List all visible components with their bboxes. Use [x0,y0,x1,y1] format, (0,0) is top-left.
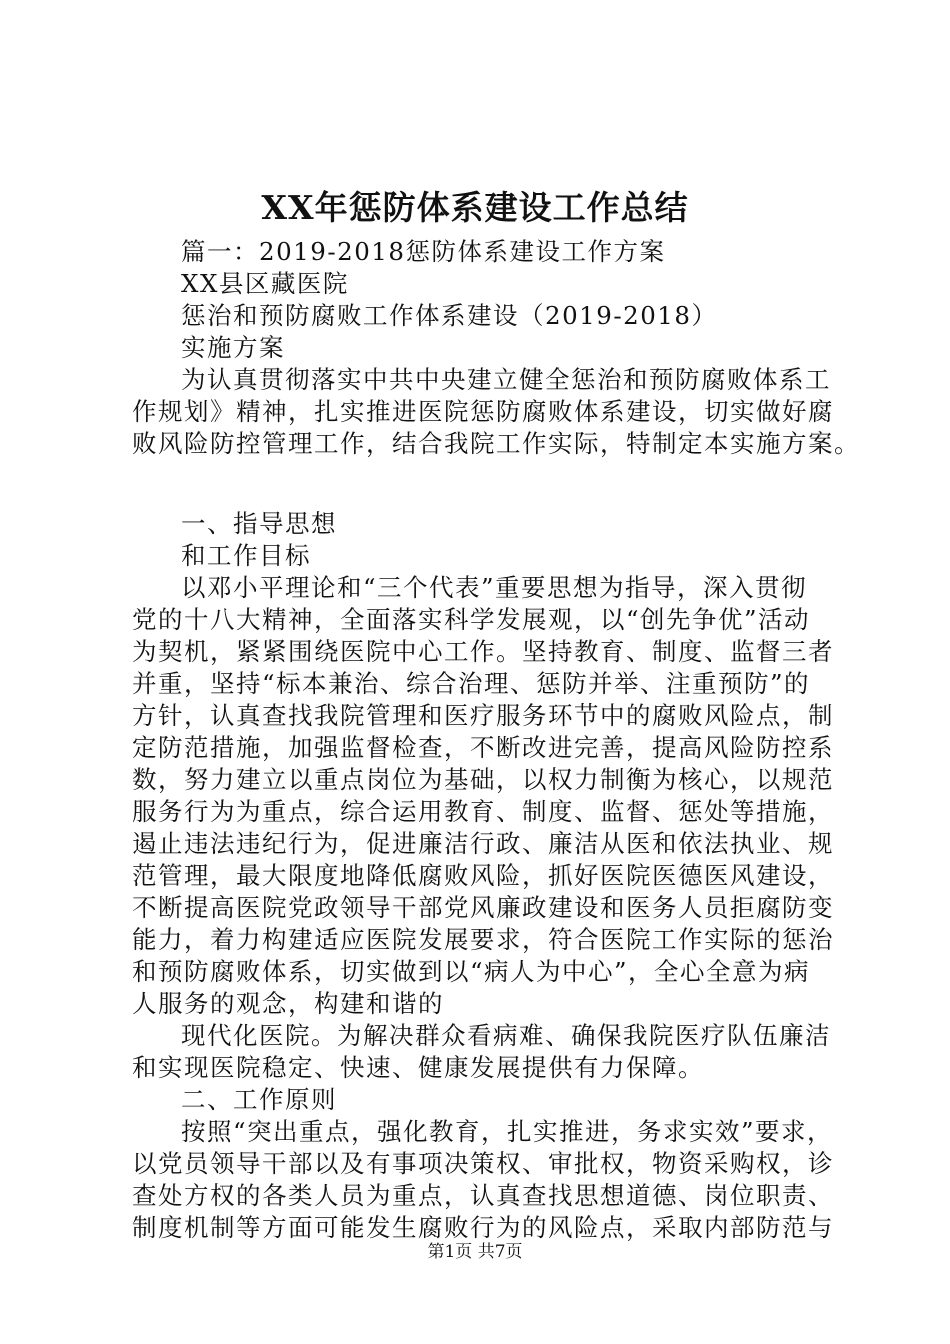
text-line: 败风险防控管理工作，结合我院工作实际，特制定本实施方案。 [132,429,860,458]
text-line: 和实现医院稳定、快速、健康发展提供有力保障。 [132,1053,704,1082]
text-line: XX县区藏医院 [181,269,349,298]
text-line: 查处方权的各类人员为重点，认真查找思想道德、岗位职责、 [132,1181,834,1210]
text-line: 范管理，最大限度地降低腐败风险，抓好医院医德医风建设， [132,861,834,890]
text-line: 惩治和预防腐败工作体系建设（2019-2018） [181,301,718,330]
page-number: 第1页 共7页 [427,1242,523,1262]
text-line: 不断提高医院党政领导干部党风廉政建设和医务人员拒腐防变 [132,893,834,922]
text-line: 服务行为为重点，综合运用教育、制度、监督、惩处等措施， [132,797,834,826]
text-line: 为认真贯彻落实中共中央建立健全惩治和预防腐败体系工 [181,365,831,394]
text-line: 方针，认真查找我院管理和医疗服务环节中的腐败风险点，制 [132,701,834,730]
text-line: 制度机制等方面可能发生腐败行为的风险点，采取内部防范与 [132,1213,834,1242]
text-line: 能力，着力构建适应医院发展要求，符合医院工作实际的惩治 [132,925,834,954]
text-line: 定防范措施，加强监督检查，不断改进完善，提高风险防控系 [132,733,834,762]
text-line: 现代化医院。为解决群众看病难、确保我院医疗队伍廉洁 [181,1021,831,1050]
text-line: 实施方案 [181,333,285,362]
section-heading: 和工作目标 [181,541,311,570]
text-line: 以邓小平理论和“三个代表”重要思想为指导，深入贯彻 [181,573,808,602]
section-heading: 二、工作原则 [181,1085,337,1114]
text-line: 并重，坚持“标本兼治、综合治理、惩防并举、注重预防”的 [132,669,811,698]
text-line: 和预防腐败体系，切实做到以“病人为中心”，全心全意为病 [132,957,811,986]
text-line: 为契机，紧紧围绕医院中心工作。坚持教育、制度、监督三者 [132,637,834,666]
text-line: 作规划》精神，扎实推进医院惩防腐败体系建设，切实做好腐 [132,397,834,426]
text-line: 篇一：2019-2018惩防体系建设工作方案 [181,237,666,266]
text-line: 以党员领导干部以及有事项决策权、审批权，物资采购权，诊 [132,1149,834,1178]
text-line: 人服务的观念，构建和谐的 [132,989,444,1018]
section-heading: 一、指导思想 [181,509,337,538]
document-title: XX年惩防体系建设工作总结 [261,188,689,227]
text-line: 按照“突出重点，强化教育，扎实推进，务求实效”要求， [181,1117,834,1146]
text-line: 遏止违法违纪行为，促进廉洁行政、廉洁从医和依法执业、规 [132,829,834,858]
text-line: 党的十八大精神，全面落实科学发展观，以“创先争优”活动 [132,605,811,634]
text-line: 数，努力建立以重点岗位为基础，以权力制衡为核心，以规范 [132,765,834,794]
document-body [132,236,860,1244]
